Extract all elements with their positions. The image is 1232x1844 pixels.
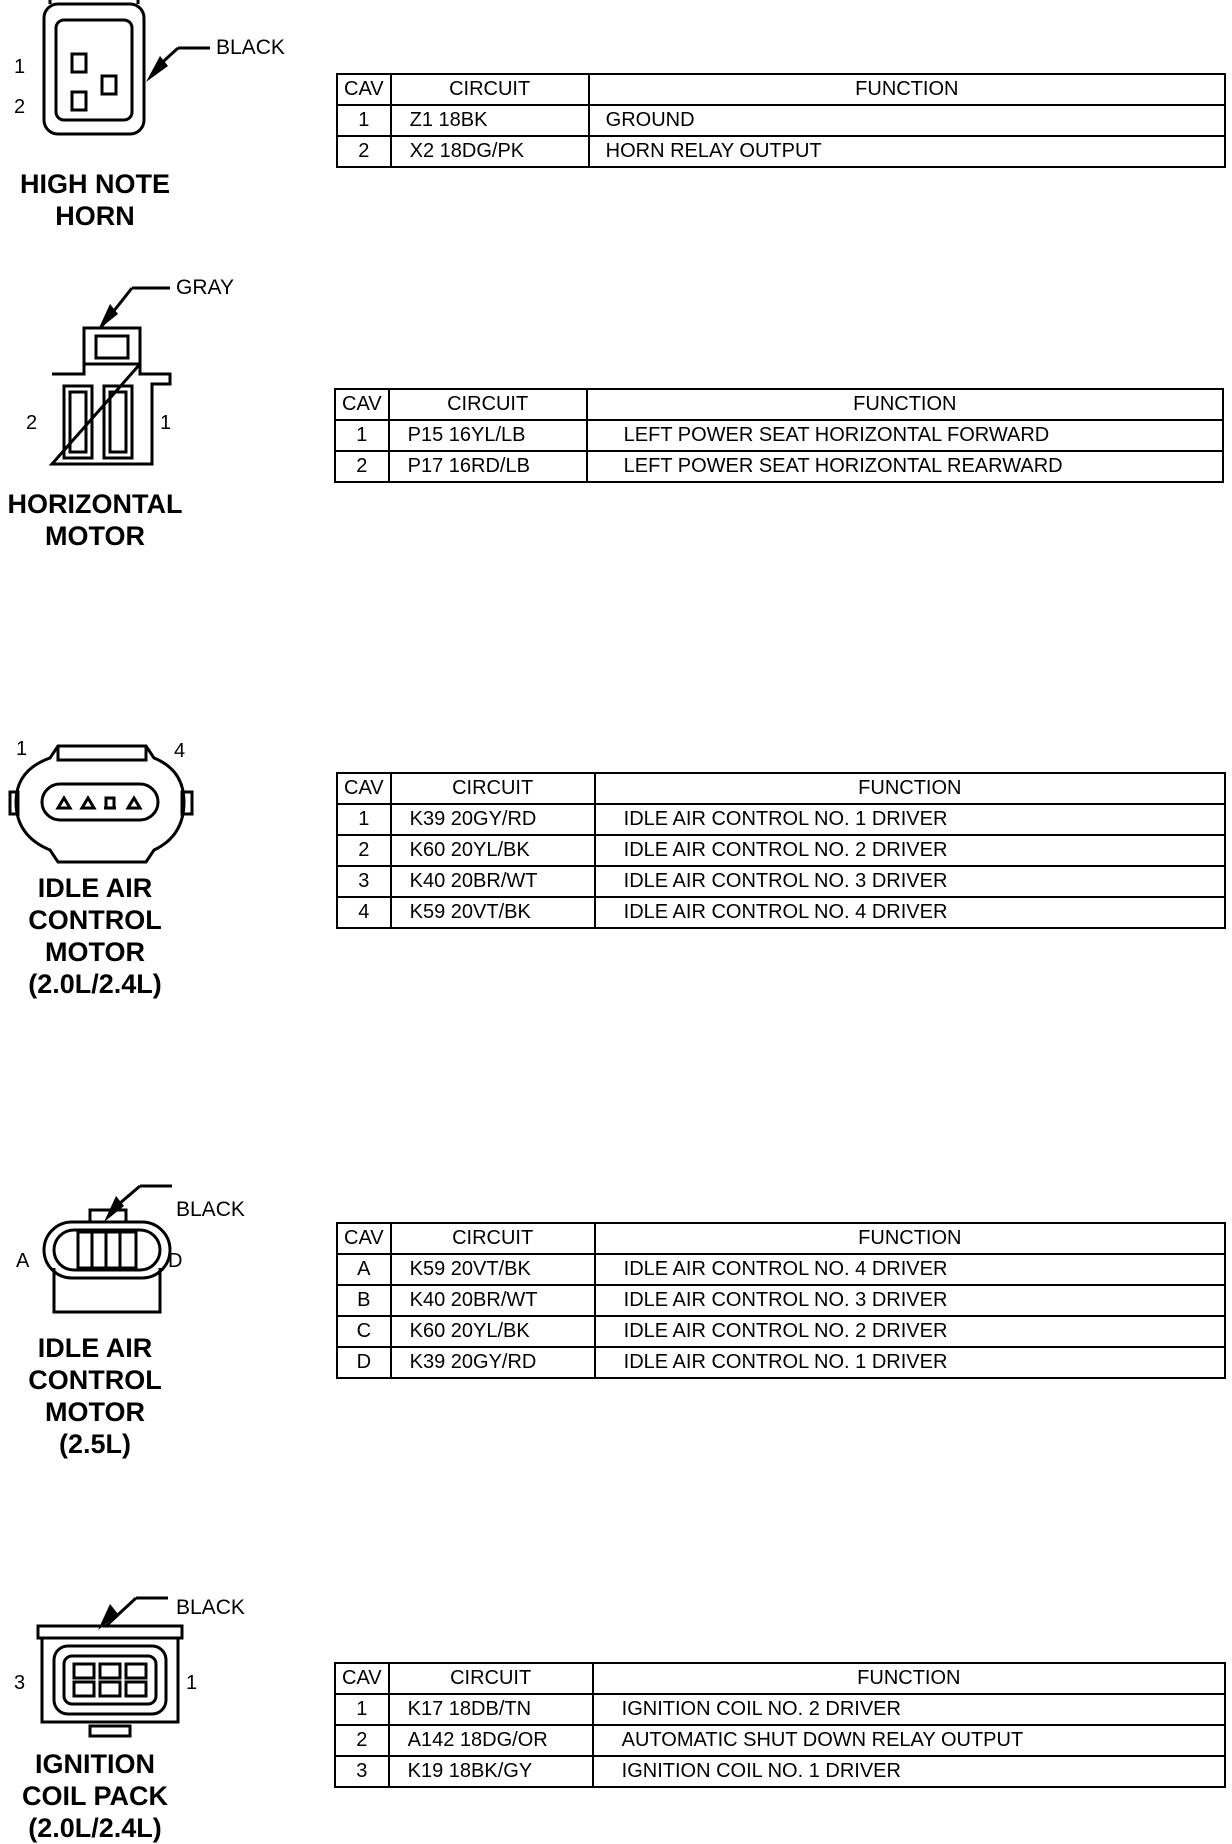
cell-cav: B [337,1285,391,1316]
coil-pack-title [0,1748,190,1844]
cell-circuit: K59 20VT/BK [391,1254,595,1285]
coil-pack-pin-label-1: 1 [186,1672,198,1694]
header-circuit: CIRCUIT [391,773,595,804]
table-row [337,897,1225,928]
iac-25-pin-table [336,1222,1226,1379]
horn-connector-drawing [28,0,288,160]
horn-pin-label-2: 2 [14,96,26,118]
cell-circuit: P15 16YL/LB [389,420,587,451]
header-cav: CAV [337,773,391,804]
cell-function: IDLE AIR CONTROL NO. 2 DRIVER [595,835,1225,866]
table-header-row [337,74,1225,105]
cell-cav: 2 [337,136,391,167]
horizontal-motor-pin-label-2: 2 [26,412,38,434]
iac-20-pin-label-1: 1 [16,738,28,760]
table-row [337,136,1225,167]
iac-20-pin-table [336,772,1226,929]
cell-function: IDLE AIR CONTROL NO. 3 DRIVER [595,1285,1225,1316]
horizontal-motor-title [0,488,190,552]
table-row [335,1694,1225,1725]
iac-25-color-label: BLACK [176,1198,245,1221]
table-row [337,866,1225,897]
iac-20-title-line-2: CONTROL [28,905,162,935]
header-function: FUNCTION [595,773,1225,804]
cell-cav: 2 [335,451,389,482]
cell-function: IDLE AIR CONTROL NO. 2 DRIVER [595,1316,1225,1347]
iac-25-title-line-4: (2.5L) [58,1429,131,1459]
cell-function: IGNITION COIL NO. 1 DRIVER [593,1756,1225,1787]
header-cav: CAV [335,389,389,420]
cell-cav: 3 [337,866,391,897]
iac-25-pin-label-a: A [16,1250,30,1272]
cell-cav: 4 [337,897,391,928]
iac-20-connector-drawing [6,740,196,860]
cell-cav: 3 [335,1756,389,1787]
header-circuit: CIRCUIT [389,1663,593,1694]
cell-cav: 1 [335,1694,389,1725]
table-header-row [337,1223,1225,1254]
cell-cav: D [337,1347,391,1378]
cell-function: IDLE AIR CONTROL NO. 1 DRIVER [595,804,1225,835]
header-function: FUNCTION [589,74,1225,105]
horn-title-line-1: HIGH NOTE [19,169,170,199]
iac-20-title [0,872,190,1000]
horn-title-line-2: HORN [55,201,135,231]
cell-circuit: P17 16RD/LB [389,451,587,482]
cell-function: IGNITION COIL NO. 2 DRIVER [593,1694,1225,1725]
iac-20-connector-diagram [6,740,196,860]
horizontal-motor-pin-label-1: 1 [160,412,172,434]
table-header-row [335,389,1223,420]
horn-pin-label-1: 1 [14,56,26,78]
iac-25-title [0,1332,190,1460]
cell-function: IDLE AIR CONTROL NO. 1 DRIVER [595,1347,1225,1378]
table-row [337,1347,1225,1378]
header-circuit: CIRCUIT [391,74,589,105]
cell-function: GROUND [589,105,1225,136]
header-circuit: CIRCUIT [391,1223,595,1254]
iac-25-title-line-3: MOTOR [45,1397,145,1427]
cell-circuit: K40 20BR/WT [391,1285,595,1316]
iac-25-title-line-2: CONTROL [28,1365,162,1395]
iac-20-title-line-4: (2.0L/2.4L) [28,969,162,999]
horn-title [0,168,190,232]
iac-20-title-line-1: IDLE AIR [37,873,153,903]
cell-function: IDLE AIR CONTROL NO. 4 DRIVER [595,897,1225,928]
coil-pack-pin-label-3: 3 [14,1672,26,1694]
header-circuit: CIRCUIT [389,389,587,420]
horizontal-motor-title-line-1: HORIZONTAL [7,489,183,519]
table-row [335,420,1223,451]
horn-connector-diagram [28,0,288,160]
cell-circuit: K40 20BR/WT [391,866,595,897]
table-row [335,1756,1225,1787]
header-cav: CAV [337,1223,391,1254]
iac-25-title-line-1: IDLE AIR [37,1333,153,1363]
table-row [335,451,1223,482]
cell-cav: C [337,1316,391,1347]
horizontal-motor-connector-drawing [40,270,240,470]
coil-pack-color-label: BLACK [176,1596,245,1619]
cell-cav: 1 [335,420,389,451]
table-row [335,1725,1225,1756]
cell-cav: 2 [337,835,391,866]
coil-pack-pin-table [334,1662,1226,1788]
header-cav: CAV [337,74,391,105]
table-row [337,1254,1225,1285]
cell-function: LEFT POWER SEAT HORIZONTAL FORWARD [587,420,1223,451]
iac-25-pin-label-d: D [168,1250,183,1272]
header-function: FUNCTION [595,1223,1225,1254]
header-function: FUNCTION [593,1663,1225,1694]
cell-circuit: K17 18DB/TN [389,1694,593,1725]
table-row [337,835,1225,866]
cell-circuit: K39 20GY/RD [391,1347,595,1378]
table-row [337,1316,1225,1347]
cell-function: IDLE AIR CONTROL NO. 4 DRIVER [595,1254,1225,1285]
cell-circuit: K19 18BK/GY [389,1756,593,1787]
coil-pack-title-line-3: (2.0L/2.4L) [28,1813,162,1843]
table-row [337,105,1225,136]
horizontal-motor-connector-diagram [40,270,240,470]
cell-function: IDLE AIR CONTROL NO. 3 DRIVER [595,866,1225,897]
cell-cav: 1 [337,804,391,835]
table-row [337,1285,1225,1316]
cell-circuit: K60 20YL/BK [391,835,595,866]
cell-circuit: K39 20GY/RD [391,804,595,835]
cell-function: HORN RELAY OUTPUT [589,136,1225,167]
table-header-row [335,1663,1225,1694]
horn-color-label: BLACK [216,36,285,59]
table-header-row [337,773,1225,804]
iac-20-pin-label-4: 4 [174,740,186,762]
cell-function: AUTOMATIC SHUT DOWN RELAY OUTPUT [593,1725,1225,1756]
cell-circuit: K60 20YL/BK [391,1316,595,1347]
iac-20-title-line-3: MOTOR [45,937,145,967]
cell-function: LEFT POWER SEAT HORIZONTAL REARWARD [587,451,1223,482]
cell-circuit: Z1 18BK [391,105,589,136]
cell-cav: 1 [337,105,391,136]
horizontal-motor-pin-table [334,388,1224,483]
header-cav: CAV [335,1663,389,1694]
coil-pack-title-line-1: IGNITION [35,1749,155,1779]
horizontal-motor-color-label: GRAY [176,276,234,299]
horizontal-motor-title-line-2: MOTOR [45,521,145,551]
table-row [337,804,1225,835]
header-function: FUNCTION [587,389,1223,420]
cell-cav: 2 [335,1725,389,1756]
cell-circuit: A142 18DG/OR [389,1725,593,1756]
horn-pin-table [336,73,1226,168]
cell-cav: A [337,1254,391,1285]
cell-circuit: K59 20VT/BK [391,897,595,928]
cell-circuit: X2 18DG/PK [391,136,589,167]
coil-pack-title-line-2: COIL PACK [21,1781,168,1811]
